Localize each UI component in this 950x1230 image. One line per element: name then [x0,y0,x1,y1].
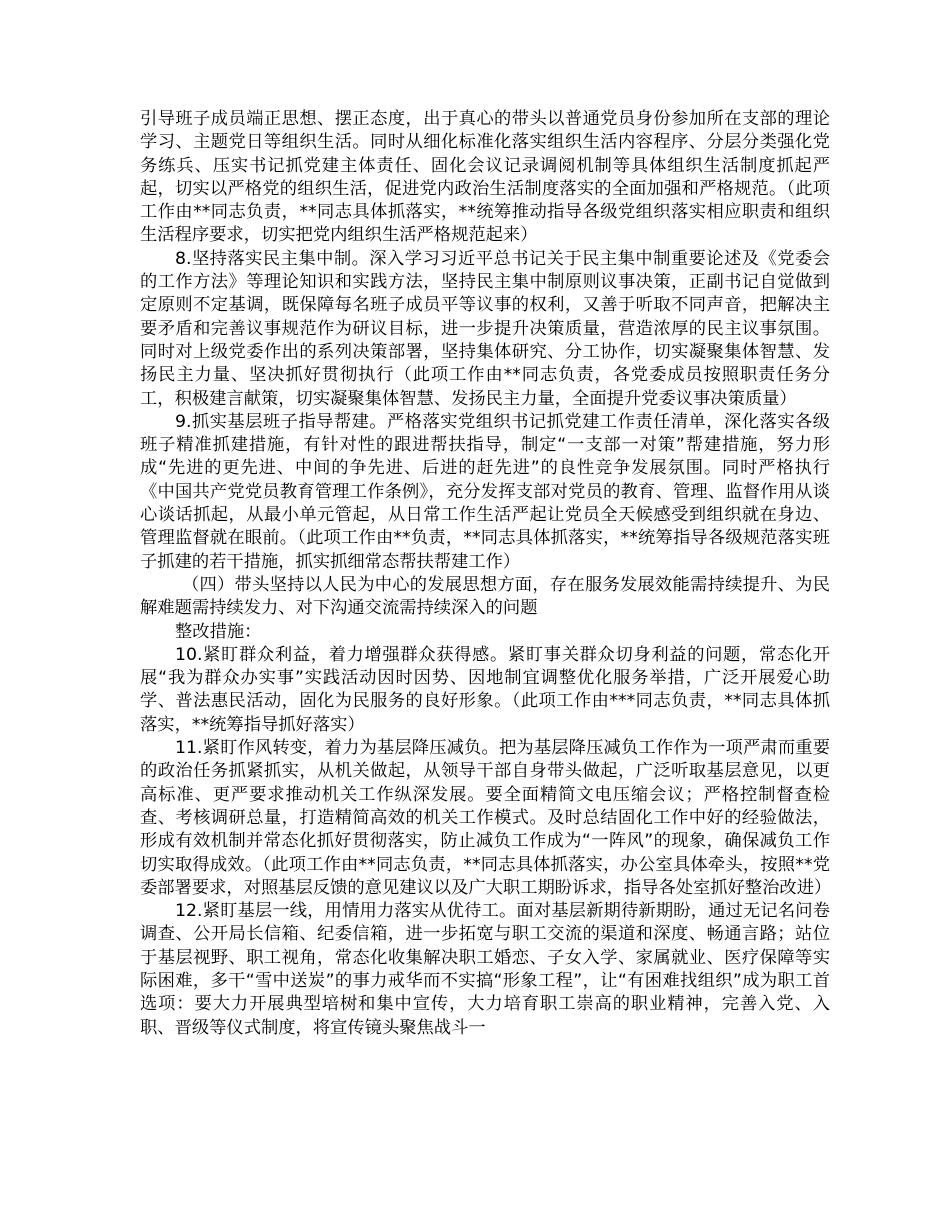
paragraph-item-9: 9.抓实基层班子指导帮建。严格落实党组织书记抓党建工作责任清单，深化落实各级班子精准抓建措施，有针对性的跟进帮扶指导，制定“一支部一对策”帮建措施，努力形成“先进的更先进、中间的争先进、后进的赶先进”的良性竞争发展氛围。同时严格执行《中国共产党党员教育管理工作条例》，充分发挥支部对党员的教育、管理、监督作用从谈心谈话抓起，从最小单元管起，从日常工作生活严起让党员全天候感受到组织就在身边、管理监督就在眼前。（此项工作由**负责，**同志具体抓落实，**统筹指导各级规范落实班子抓建的若干措施，抓实抓细常态帮扶帮建工作） [140,411,830,572]
rectification-measures-label: 整改措施： [175,621,262,642]
section-heading-four: （四）带头坚持以人民为中心的发展思想方面，存在服务发展效能需持续提升、为民解难题需持续发力、对下沟通交流需持续深入的问题 [140,574,830,619]
paragraph-item-11: 11.紧盯作风转变，着力为基层降压减负。把为基层降压减负工作作为一项严肃而重要的政治任务抓紧抓实，从机关做起，从领导干部自身带头做起，广泛听取基层意见，以更高标准、更严要求推动机关工作纵深发展。要全面精简文电压缩会议；严格控制督查检查、考核调研总量，打造精简高效的机关工作模式。及时总结固化工作中好的经验做法，形成有效机制并常态化抓好贯彻落实，防止减负工作成为“一阵风”的现象，确保减负工作切实取得成效。（此项工作由**同志负责，**同志具体抓落实，办公室具体牵头，按照**党委部署要求，对照基层反馈的意见建议以及广大职工期盼诉求，指导各处室抓好整治改进） [140,738,832,898]
paragraph-item-8: 8.坚持落实民主集中制。深入学习习近平总书记关于民主集中制重要论述及《党委会的工作方法》等理论知识和实践方法，坚持民主集中制原则议事决策，正副书记自觉做到定原则不定基调，既保障每名班子成员平等议事的权利，又善于听取不同声音，把解决主要矛盾和完善议事规范作为研议目标，进一步提升决策质量，营造浓厚的民主议事氛围。同时对上级党委作出的系列决策部署，坚持集体研究、分工协作，切实凝聚集体智慧、发扬民主力量、坚决抓好贯彻执行（此项工作由**同志负责，各党委成员按照职责任务分工，积极建言献策，切实凝聚集体智慧、发扬民主力量，全面提升党委议事决策质量） [140,248,830,409]
document-body [140,108,830,1040]
paragraph-item-12: 12.紧盯基层一线，用情用力落实从优待工。面对基层新期待新期盼，通过无记名问卷调查、公开局长信箱、纪委信箱，进一步拓宽与职工交流的渠道和深度、畅通言路；站位于基层视野、职工视角，常态化收集解决职工婚恋、子女入学、家属就业、医疗保障等实际困难，多干“雪中送炭”的事力戒华而不实搞“形象工程”，让“有困难找组织”成为职工首选项：要大力开展典型培树和集中宣传，大力培育职工崇高的职业精神，完善入党、入职、晋级等仪式制度，将宣传镜头聚焦战斗一 [140,901,830,1038]
paragraph-organization-life: 引导班子成员端正思想、摆正态度，出于真心的带头以普通党员身份参加所在支部的理论学习、主题党日等组织生活。同时从细化标准化落实组织生活内容程序、分层分类强化党务练兵、压实书记抓党建主体责任、固化会议记录调阅机制等具体组织生活制度抓起严起，切实以严格党的组织生活，促进党内政治生活制度落实的全面加强和严格规范。（此项工作由**同志负责，**同志具体抓落实，**统筹推动指导各级党组织落实相应职责和组织生活程序要求，切实把党内组织生活严格规范起来） [140,109,830,246]
paragraph-item-10: 10.紧盯群众利益，着力增强群众获得感。紧盯事关群众切身利益的问题，常态化开展“我为群众办实事”实践活动因时因势、因地制宜调整优化服务举措，广泛开展爱心助学、普法惠民活动，固化为民服务的良好形象。（此项工作由***同志负责，**同志具体抓落实，**统筹指导抓好落实） [140,644,830,735]
